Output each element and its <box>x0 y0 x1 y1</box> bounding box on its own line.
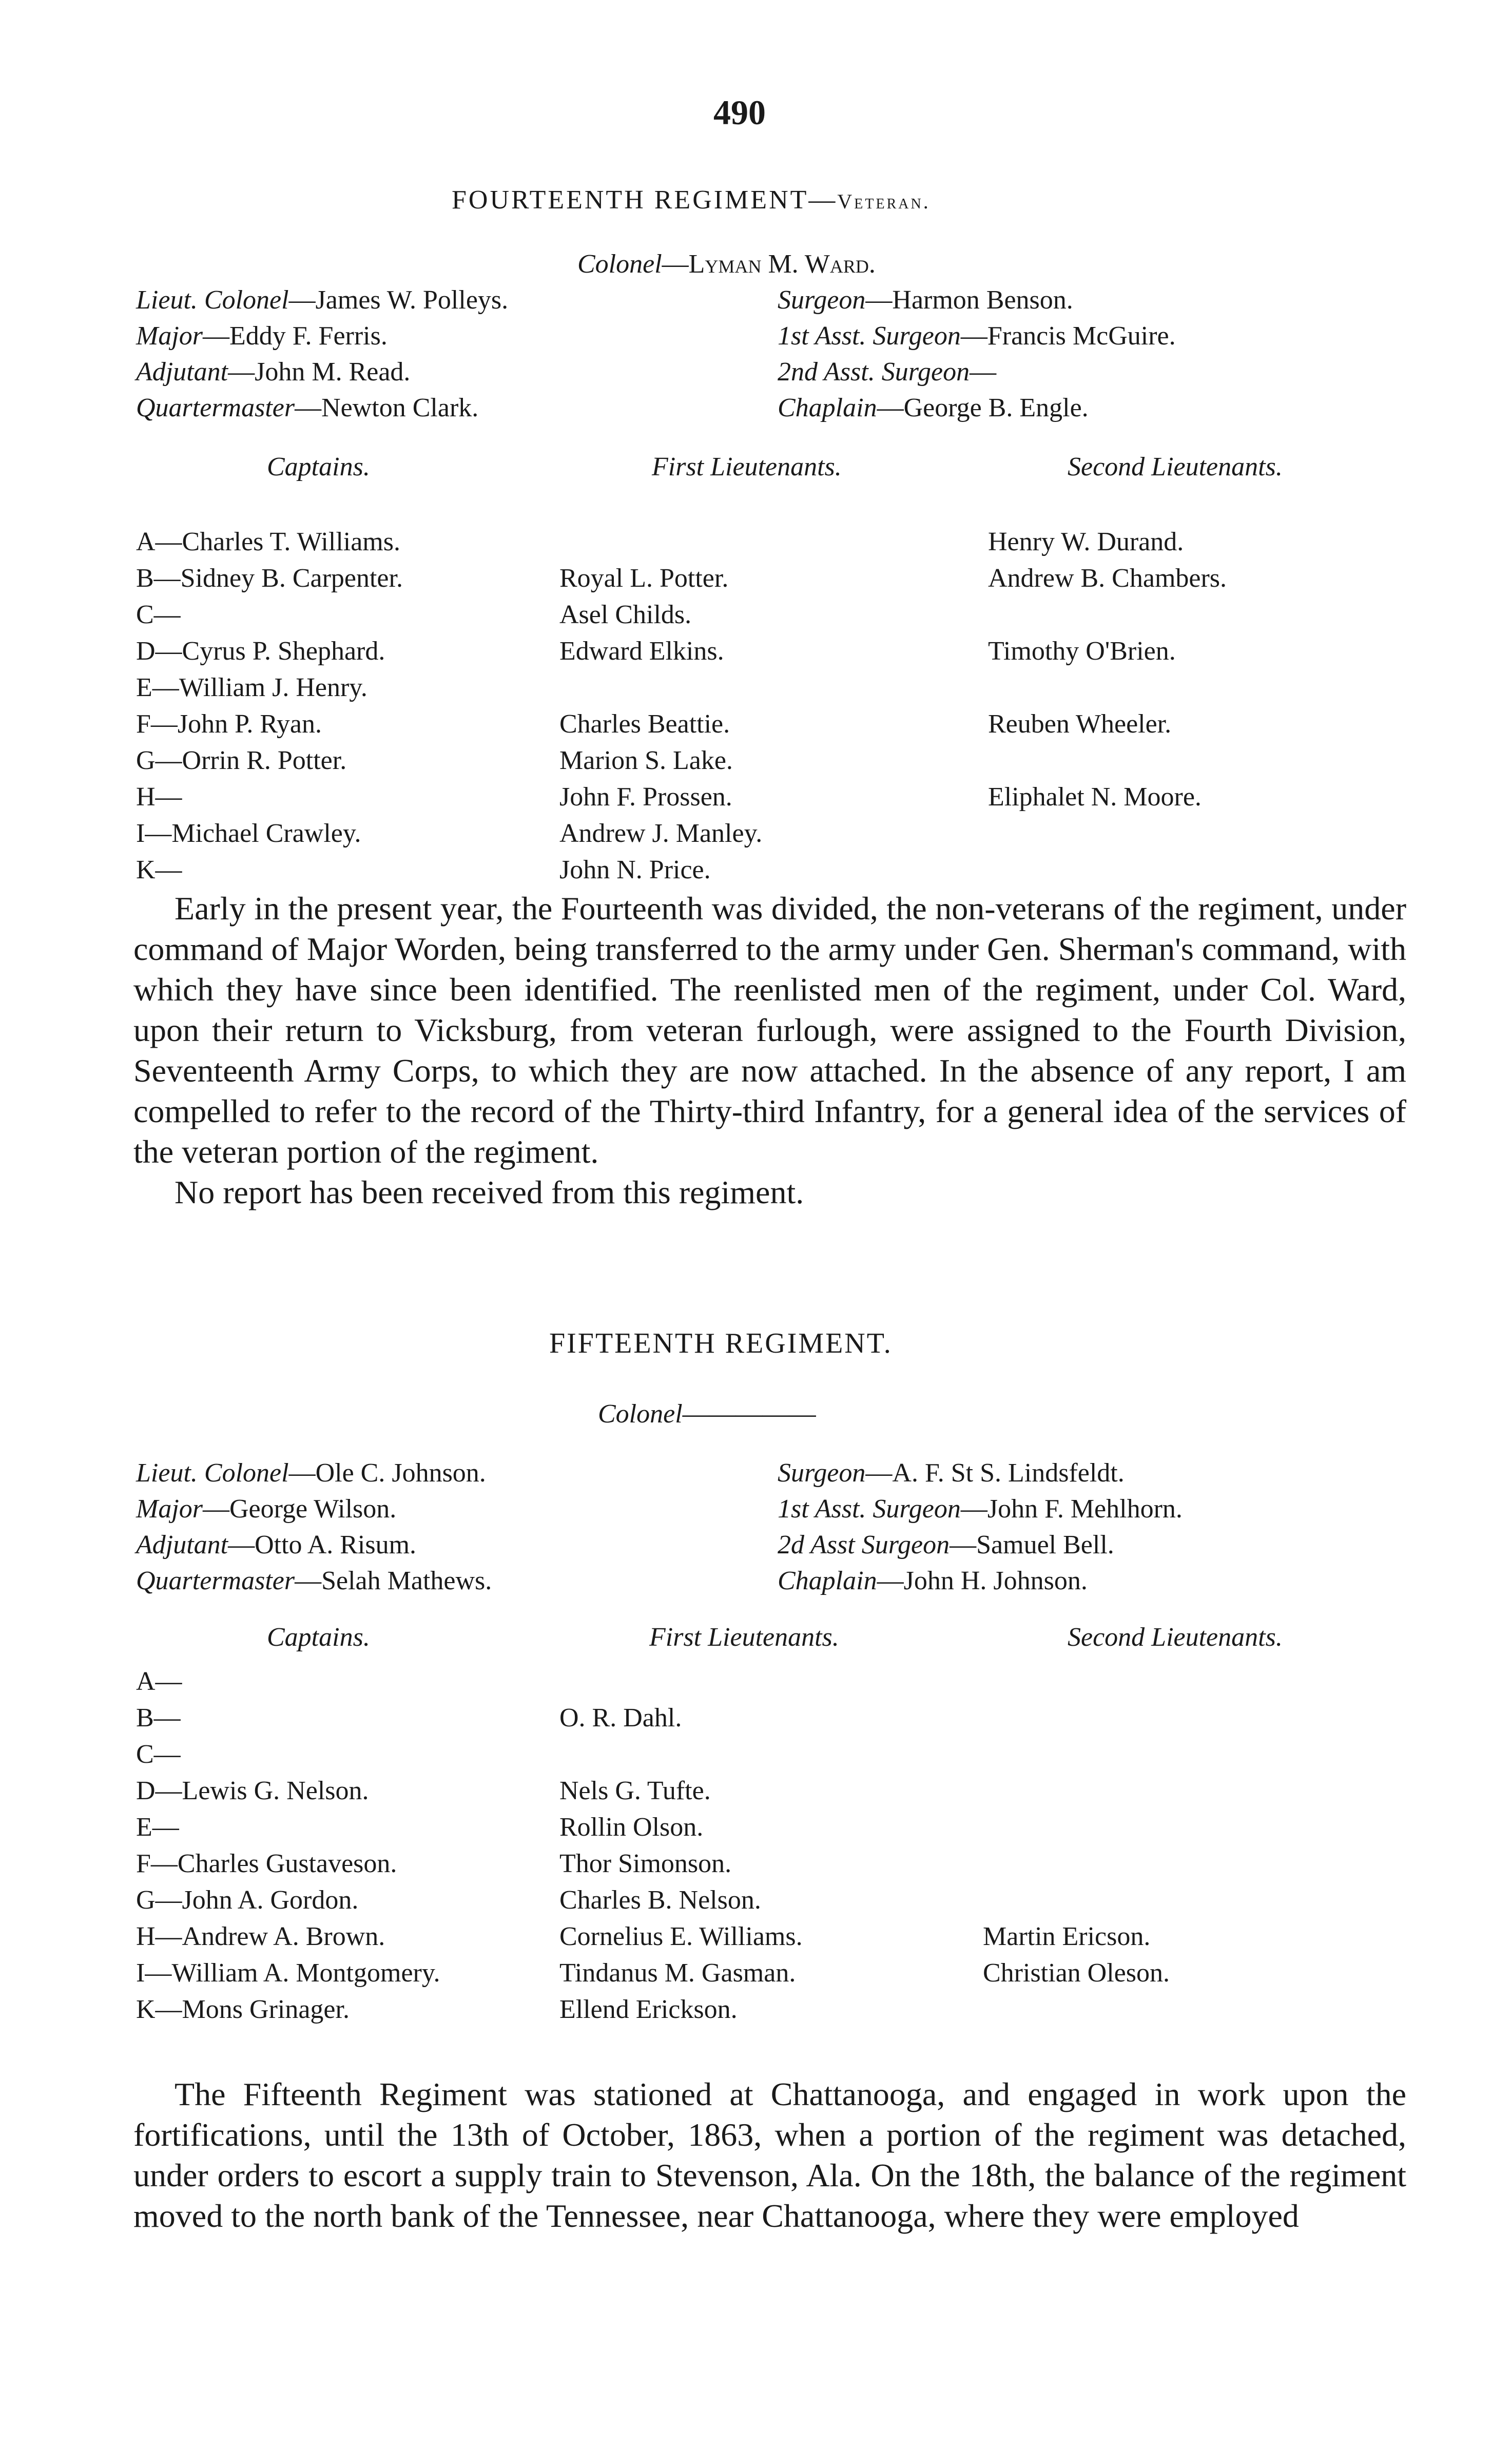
captain-entry: E—William J. Henry. <box>136 673 367 702</box>
second-lieutenants-header: Second Lieutenants. <box>1068 452 1283 482</box>
officer-role: Surgeon <box>778 285 866 315</box>
captain-entry: D—Cyrus P. Shephard. <box>136 637 385 666</box>
fifteenth-captains <box>136 1663 440 2028</box>
first-lieutenants-header: First Lieutenants. <box>652 452 842 482</box>
officer-row: Surgeon—Harmon Benson. <box>778 285 1073 315</box>
fourteenth-title-main: FOURTEENTH REGIMENT <box>452 185 809 215</box>
fifteenth-body <box>133 2074 1406 2236</box>
officer-name: Ole C. Johnson. <box>315 1458 486 1488</box>
second-lieutenant-entry: Henry W. Durand. <box>988 527 1184 556</box>
officer-row: Adjutant—Otto A. Risum. <box>136 1530 417 1560</box>
second-lieutenant-entry <box>983 1882 1170 1918</box>
second-lieutenant-entry <box>983 1773 1170 1809</box>
captain-entry: A—Charles T. Williams. <box>136 527 400 556</box>
first-lieutenant-entry: Tindanus M. Gasman. <box>559 1958 796 1988</box>
officer-row: Chaplain—George B. Engle. <box>778 393 1089 422</box>
first-lieutenant-entry: Thor Simonson. <box>559 1849 732 1878</box>
officer-name: Otto A. Risum. <box>255 1530 417 1560</box>
first-lieutenant-entry <box>559 1736 803 1773</box>
first-lieutenant-entry: Andrew J. Manley. <box>559 819 763 848</box>
colonel-name: Lyman M. Ward. <box>688 249 876 279</box>
first-lieutenant-entry: Cornelius E. Williams. <box>559 1922 803 1951</box>
second-lieutenant-entry <box>983 1991 1170 2028</box>
officer-row: Major—Eddy F. Ferris. <box>136 321 388 351</box>
captain-entry: B—Sidney B. Carpenter. <box>136 564 403 593</box>
fifteenth-colonel: Colonel————— <box>598 1399 816 1429</box>
officer-role: Major <box>136 321 203 351</box>
second-lieutenant-entry <box>988 669 1227 706</box>
officer-role: 1st Asst. Surgeon <box>778 1494 961 1524</box>
officer-row: Quartermaster—Newton Clark. <box>136 393 479 422</box>
second-lieutenant-entry: Reuben Wheeler. <box>988 709 1172 739</box>
first-lieutenant-entry: O. R. Dahl. <box>559 1703 682 1732</box>
second-lieutenant-entry: Christian Oleson. <box>983 1958 1170 1988</box>
first-lieutenant-entry: John F. Prossen. <box>559 782 732 812</box>
officer-row: 2d Asst Surgeon—Samuel Bell. <box>778 1530 1114 1560</box>
officer-name: Newton Clark. <box>321 393 479 422</box>
officer-row: 1st Asst. Surgeon—Francis McGuire. <box>778 321 1176 351</box>
officer-role: Chaplain <box>778 1566 877 1595</box>
officer-role: Quartermaster <box>136 393 295 422</box>
officer-name: Selah Mathews. <box>321 1566 492 1595</box>
first-lieutenant-entry <box>559 524 762 560</box>
fifteenth-title: FIFTEENTH REGIMENT. <box>549 1327 893 1359</box>
fifteenth-second-lieutenants <box>983 1663 1170 2028</box>
officer-role: Adjutant <box>136 357 228 387</box>
captain-entry: F—John P. Ryan. <box>136 709 322 739</box>
officer-role: Chaplain <box>778 393 877 422</box>
fifteenth-officers-right <box>778 1455 1183 1599</box>
officer-row: 1st Asst. Surgeon—John F. Mehlhorn. <box>778 1494 1183 1524</box>
second-lieutenant-entry <box>983 1663 1170 1700</box>
first-lieutenant-entry <box>559 669 762 706</box>
first-lieutenant-entry: Rollin Olson. <box>559 1813 704 1842</box>
fourteenth-captains <box>136 524 403 888</box>
fourteenth-second-lieutenants <box>988 524 1227 888</box>
officer-name: George Wilson. <box>229 1494 397 1524</box>
second-lieutenant-entry <box>983 1809 1170 1845</box>
fourteenth-colonel: Colonel—Lyman M. Ward. <box>577 249 876 279</box>
officer-row: Quartermaster—Selah Mathews. <box>136 1566 492 1595</box>
second-lieutenant-entry: Timothy O'Brien. <box>988 637 1176 666</box>
officer-role: 2d Asst Surgeon <box>778 1530 950 1560</box>
captain-entry: H—Andrew A. Brown. <box>136 1922 385 1951</box>
officer-role: Major <box>136 1494 203 1524</box>
officer-row: Adjutant—John M. Read. <box>136 357 411 387</box>
officer-role: Surgeon <box>778 1458 866 1488</box>
body-paragraph: Early in the present year, the Fourteenth was divided, the non-veterans of the regiment, under command of Major Worden, being transferred to the army under Gen. Sherman's command, with which they have since been identified. The reenlisted men of the regiment, under Col. Ward, upon their return to Vicksburg, from veteran furlough, were assigned to the Fourth Division, Seventeenth Army Corps, to which they are now attached. In the absence of any report, I am compelled to refer to the record of the Thirty-third Infantry, for a general idea of the services of the veteran portion of the regiment. <box>133 890 1406 1170</box>
first-lieutenant-entry: Ellend Erickson. <box>559 1995 738 2024</box>
fourteenth-officers-right <box>778 282 1176 426</box>
second-lieutenant-entry: Andrew B. Chambers. <box>988 564 1227 593</box>
second-lieutenant-entry <box>983 1845 1170 1882</box>
colonel-label: Colonel <box>577 249 662 279</box>
officer-name: Harmon Benson. <box>892 285 1073 315</box>
officer-role: Lieut. Colonel <box>136 1458 289 1488</box>
captain-entry: C— <box>136 1740 181 1769</box>
captain-entry: F—Charles Gustaveson. <box>136 1849 397 1878</box>
officer-row: 2nd Asst. Surgeon— <box>778 357 997 387</box>
officer-name: George B. Engle. <box>903 393 1089 422</box>
officer-name: John H. Johnson. <box>903 1566 1088 1595</box>
first-lieutenant-entry: Asel Childs. <box>559 600 692 629</box>
officer-role: 1st Asst. Surgeon <box>778 321 961 351</box>
first-lieutenant-entry <box>559 1663 803 1700</box>
captain-entry: A— <box>136 1667 182 1696</box>
second-lieutenant-entry: Eliphalet N. Moore. <box>988 782 1202 812</box>
page-number: 490 <box>713 93 766 132</box>
second-lieutenant-entry <box>988 852 1227 888</box>
officer-name: John M. Read. <box>255 357 411 387</box>
fourteenth-body <box>133 888 1406 1212</box>
officer-name: James W. Polleys. <box>315 285 509 315</box>
first-lieutenants-header: First Lieutenants. <box>649 1623 839 1652</box>
first-lieutenant-entry: Charles Beattie. <box>559 709 730 739</box>
second-lieutenants-header: Second Lieutenants. <box>1068 1623 1283 1652</box>
first-lieutenant-entry: Royal L. Potter. <box>559 564 729 593</box>
second-lieutenant-entry <box>988 815 1227 852</box>
fifteenth-first-lieutenants <box>559 1663 803 2028</box>
first-lieutenant-entry: Marion S. Lake. <box>559 746 733 775</box>
fifteenth-officers-left <box>136 1455 492 1599</box>
officer-row: Chaplain—John H. Johnson. <box>778 1566 1088 1595</box>
colonel-label: Colonel <box>598 1399 683 1429</box>
captain-entry: B— <box>136 1703 181 1732</box>
captain-entry: D—Lewis G. Nelson. <box>136 1776 369 1805</box>
officer-role: 2nd Asst. Surgeon <box>778 357 970 387</box>
first-lieutenant-entry: Nels G. Tufte. <box>559 1776 711 1805</box>
fourteenth-first-lieutenants <box>559 524 762 888</box>
second-lieutenant-entry <box>988 596 1227 633</box>
officer-name: Samuel Bell. <box>976 1530 1114 1560</box>
second-lieutenant-entry: Martin Ericson. <box>983 1922 1151 1951</box>
fourteenth-title-veteran: Veteran. <box>837 190 931 213</box>
first-lieutenant-entry: Charles B. Nelson. <box>559 1885 761 1915</box>
officer-role: Quartermaster <box>136 1566 295 1595</box>
second-lieutenant-entry <box>988 742 1227 779</box>
captain-entry: I—William A. Montgomery. <box>136 1958 440 1988</box>
officer-role: Lieut. Colonel <box>136 285 289 315</box>
officer-row: Lieut. Colonel—Ole C. Johnson. <box>136 1458 486 1488</box>
captain-entry: C— <box>136 600 181 629</box>
captain-entry: E— <box>136 1813 179 1842</box>
captain-entry: G—John A. Gordon. <box>136 1885 359 1915</box>
body-paragraph: The Fifteenth Regiment was stationed at Chattanooga, and engaged in work upon the fortifications, until the 13th of October, 1863, when a portion of the regiment was detached, under orders to escort a supply train to Stevenson, Ala. On the 18th, the balance of the regiment moved to the north bank of the Tennessee, near Chattanooga, where they were employed <box>133 2076 1406 2234</box>
fourteenth-title-dash: — <box>808 185 838 215</box>
captains-header: Captains. <box>267 1623 370 1652</box>
officer-row: Major—George Wilson. <box>136 1494 397 1524</box>
first-lieutenant-entry: John N. Price. <box>559 855 711 884</box>
captain-entry: G—Orrin R. Potter. <box>136 746 347 775</box>
officer-name: John F. Mehlhorn. <box>987 1494 1183 1524</box>
fourteenth-officers-left <box>136 282 508 426</box>
captain-entry: K— <box>136 855 182 884</box>
officer-role: Adjutant <box>136 1530 228 1560</box>
body-paragraph: No report has been received from this regiment. <box>175 1174 804 1210</box>
captain-entry: I—Michael Crawley. <box>136 819 361 848</box>
officer-name: Eddy F. Ferris. <box>229 321 388 351</box>
captains-header: Captains. <box>267 452 370 482</box>
officer-name: A. F. St S. Lindsfeldt. <box>892 1458 1125 1488</box>
second-lieutenant-entry <box>983 1700 1170 1736</box>
officer-row: Surgeon—A. F. St S. Lindsfeldt. <box>778 1458 1125 1488</box>
fourteenth-title <box>452 185 931 215</box>
second-lieutenant-entry <box>983 1736 1170 1773</box>
officer-row: Lieut. Colonel—James W. Polleys. <box>136 285 509 315</box>
captain-entry: H— <box>136 782 182 812</box>
officer-name: Francis McGuire. <box>987 321 1176 351</box>
first-lieutenant-entry: Edward Elkins. <box>559 637 724 666</box>
captain-entry: K—Mons Grinager. <box>136 1995 350 2024</box>
